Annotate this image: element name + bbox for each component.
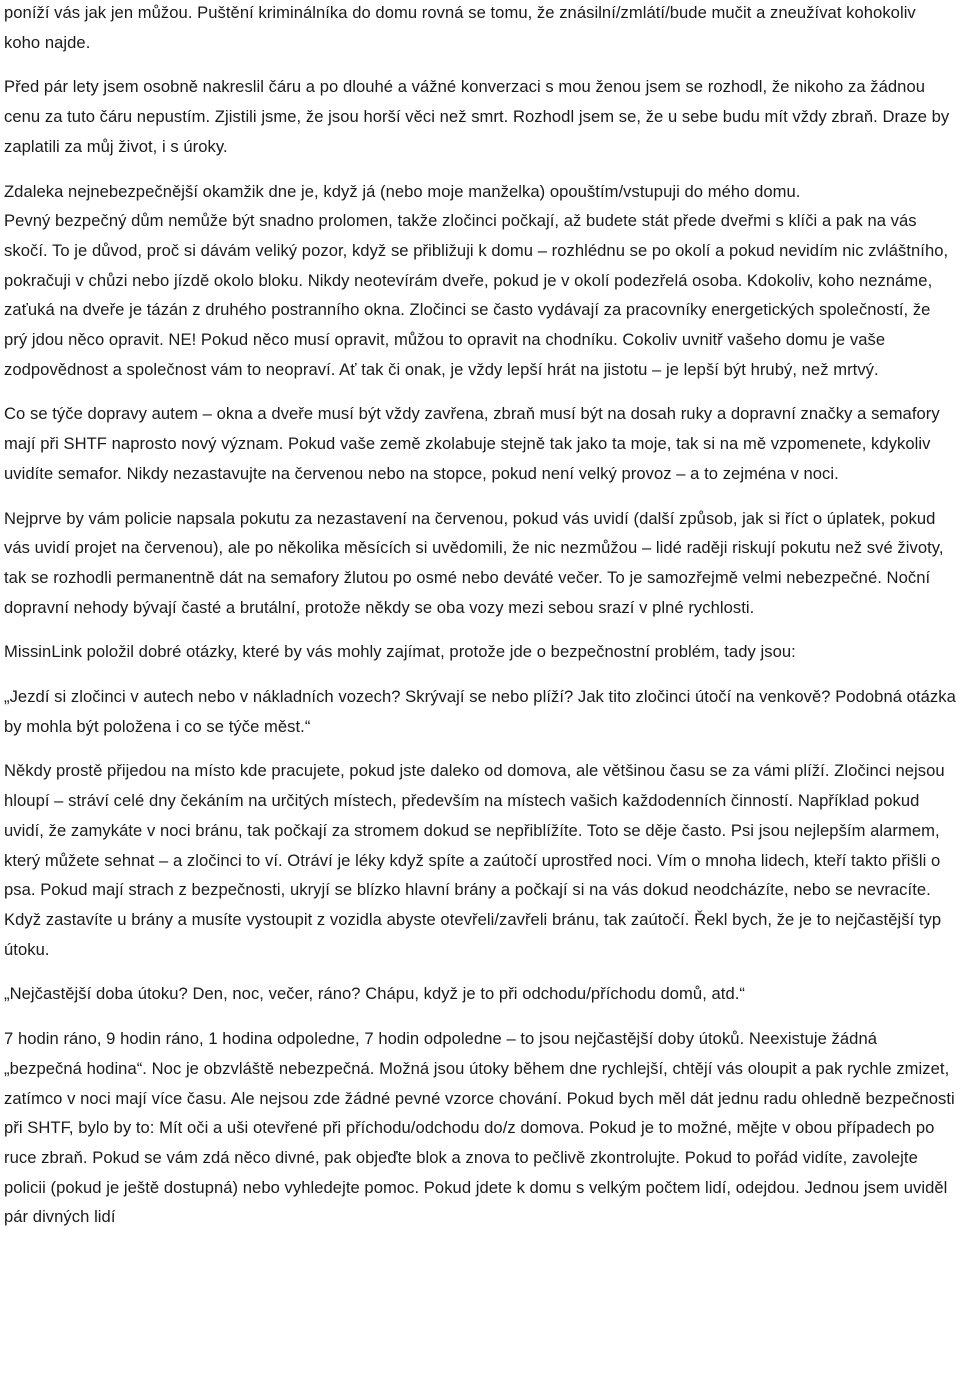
- paragraph-criminal-tactics: Někdy prostě přijedou na místo kde pracujete, pokud jste daleko od domova, ale většinou času se za vámi plíží. Zločinci nejsou hloupí – stráví celé dny čekáním na určitých místech, především na místech vašich každodenních činností. Například pokud uvidí, že zamykáte v noci bránu, tak počkají za stromem dokud se nepřiblížíte. Toto se děje často. Psi jsou nejlepším alarmem, který můžete sehnat – a zločinci to ví. Otráví je léky když spíte a zaútočí uprostřed noci. Vím o mnoha lidech, kteří takto přišli o psa. Pokud mají strach z bezpečnosti, ukryjí se blízko hlavní brány a počkají si na vás dokud neodcházíte, nebo se nevracíte. Když zastavíte u brány a musíte vystoupit z vozidla abyste otevřeli/zavřeli bránu, tak zaútočí. Řekl bych, že je to nejčastější typ útoku.: [4, 761, 945, 959]
- paragraph-question-quote: „Jezdí si zločinci v autech nebo v nákladních vozech? Skrývají se nebo plíží? Jak tito zločinci útočí na venkově? Podobná otázka by mohla být položena i co se týče měst.“: [4, 687, 956, 736]
- paragraph-attack-time-question: „Nejčastější doba útoku? Den, noc, večer, ráno? Chápu, když je to při odchodu/příchodu domů, atd.“: [4, 984, 745, 1004]
- paragraph-police-fines: Nejprve by vám policie napsala pokutu za nezastavení na červenou, pokud vás uvidí (další způsob, jak si říct o úplatek, pokud vás uvidí projet na červenou), ale po několika měsících si uvědomili, že nic nezmůžou – lidé raději riskují pokutu než své životy, tak se rozhodli permanentně dát na semafory žlutou po osmé nebo deváté večer. To je samozřejmě velmi nebezpečné. Noční dopravní nehody bývají časté a brutální, protože někdy se oba vozy mezi sebou srazí v plné rychlosti.: [4, 508, 944, 617]
- paragraph-missinlink-intro: MissinLink položil dobré otázky, které by vás mohly zajímat, protože jde o bezpečnostní problém, tady jsou:: [4, 642, 796, 662]
- paragraph-attack-times: 7 hodin ráno, 9 hodin ráno, 1 hodina odpoledne, 7 hodin odpoledne – to jsou nejčastější doby útoků. Neexistuje žádná „bezpečná hodina“. Noc je obzvláště nebezpečná. Možná jsou útoky během dne rychlejší, chtějí vás oloupit a pak rychle zmizet, zatímco v noci mají více času. Ale nejsou zde žádné pevné vzorce chování. Pokud bych měl dát jednu radu ohledně bezpečnosti při SHTF, bylo by to: Mít oči a uši otevřené při příchodu/odchodu do/z domova. Pokud je to možné, mějte v obou případech po ruce zbraň. Pokud se vám zdá něco divné, pak objeďte blok a znova to pečlivě zkontrolujte. Pokud to pořád vidíte, zavolejte policii (pokud je ještě dostupná) nebo vyhledejte pomoc. Pokud jdete k domu s velkým počtem lidí, odejdou. Jednou jsem uviděl pár divných lidí: [4, 1029, 955, 1227]
- paragraph-approaching-home: Pevný bezpečný dům nemůže být snadno prolomen, takže zločinci počkají, až budete stát přede dveřmi s klíči a pak na vás skočí. To je důvod, proč si dávám veliký pozor, když se přibližuji k domu – rozhlédnu se po okolí a pokud nevidím nic zvláštního, pokračuji v chůzi nebo jízdě okolo bloku. Nikdy neotevírám dveře, pokud je v okolí podezřelá osoba. Kdokoliv, koho neznáme, zaťuká na dveře je tázán z druhého postranního okna. Zločinci se často vydávají za pracovníky energetických společností, že prý jdou něco opravit. NE! Pokud něco musí opravit, můžou to opravit na chodníku. Cokoliv uvnitř vašeho domu je vaše zodpovědnost a společnost vám to neopraví. Ať tak či onak, je vždy lepší hrát na jistotu – je lepší být hrubý, než mrtvý.: [4, 211, 949, 379]
- paragraph-continuation: poníží vás jak jen můžou. Puštění kriminálníka do domu rovná se tomu, že znásilní/zmlátí/bude mučit a zneužívat kohokoliv koho najde.: [4, 3, 916, 52]
- paragraph-car-transport: Co se týče dopravy autem – okna a dveře musí být vždy zavřena, zbraň musí být na dosah ruky a dopravní značky a semafory mají při SHTF naprosto nový význam. Pokud vaše země zkolabuje stejně tak jako ta moje, tak si na mě vzpomenete, kdykoliv uvidíte semafor. Nikdy nezastavujte na červenou nebo na stopce, pokud není velký provoz – a to zejména v noci.: [4, 404, 940, 483]
- document-body: [4, 0, 956, 1232]
- paragraph-decision: Před pár lety jsem osobně nakreslil čáru a po dlouhé a vážné konverzaci s mou ženou jsem se rozhodl, že nikoho za žádnou cenu za tuto čáru nepustím. Zjistili jsme, že jsou horší věci než smrt. Rozhodl jsem se, že u sebe budu mít vždy zbraň. Draze by zaplatili za můj život, i s úroky.: [4, 77, 950, 156]
- paragraph-dangerous-moment: Zdaleka nejnebezpečnější okamžik dne je, když já (nebo moje manželka) opouštím/vstupuji do mého domu.: [4, 181, 801, 201]
